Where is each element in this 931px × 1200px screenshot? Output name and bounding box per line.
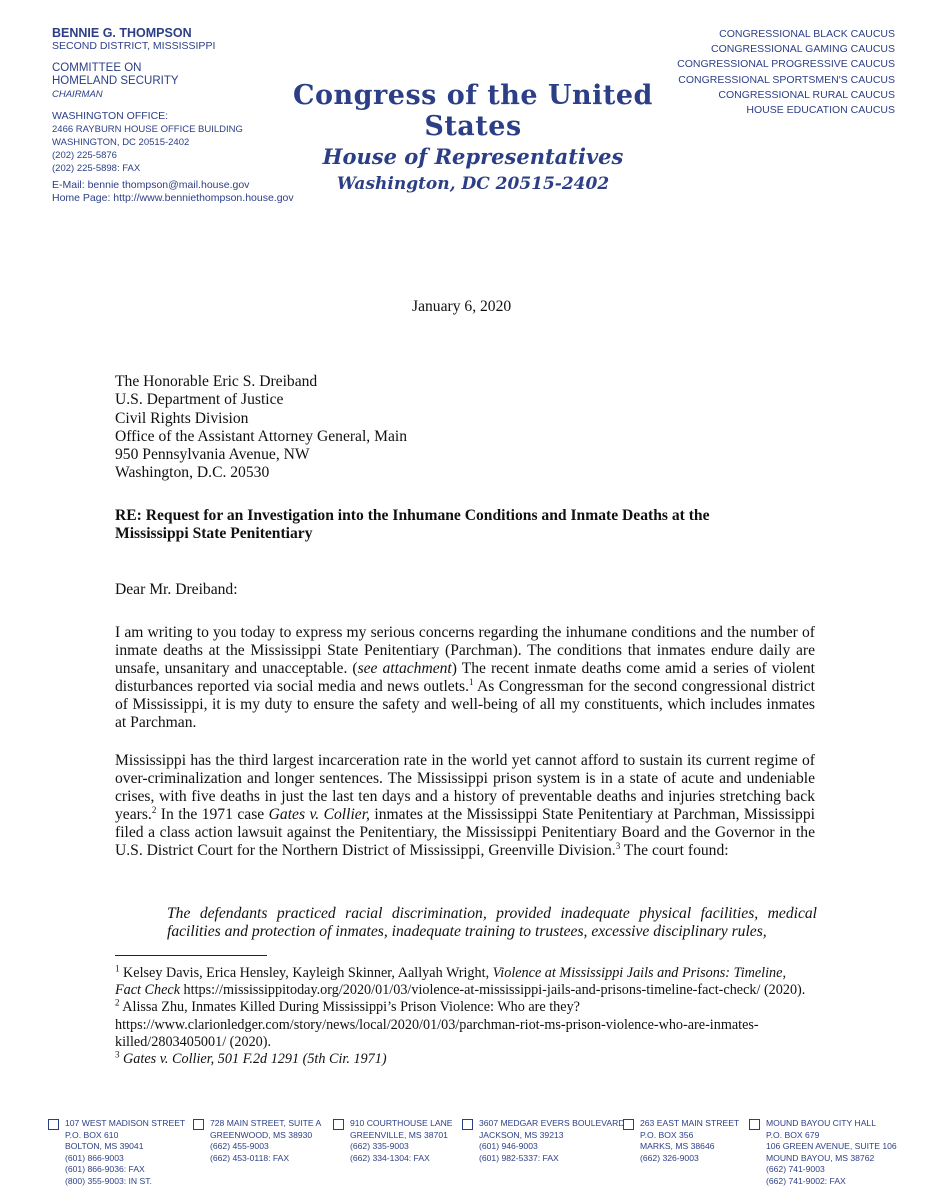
office-line: P.O. BOX 356 [640, 1129, 694, 1140]
office-line: (662) 335-9003 [350, 1141, 409, 1152]
caucus-item: CONGRESSIONAL SPORTSMEN'S CAUCUS [678, 73, 895, 86]
footnote-number: 3 [115, 1049, 120, 1060]
office-line: GREENWOOD, MS 38930 [210, 1129, 313, 1140]
office-line: (662) 334-1304: FAX [350, 1152, 430, 1163]
office-line: 728 MAIN STREET, SUITE A [210, 1118, 322, 1128]
office-address-line2: WASHINGTON, DC 20515-2402 [52, 137, 190, 148]
checkbox-icon [48, 1119, 59, 1130]
office-phone: (202) 225-5876 [52, 150, 117, 161]
committee-line2: HOMELAND SECURITY [52, 75, 179, 87]
footnote-1 [115, 965, 815, 999]
office-homepage: Home Page: http://www.benniethompson.house.gov [52, 192, 294, 204]
office-mound-bayou [749, 1118, 897, 1188]
p2-text-d: The court found: [620, 842, 729, 859]
member-name: BENNIE G. THOMPSON [52, 26, 192, 40]
footnote-text: Alissa Zhu, Inmates Killed During Mississippi’s Prison Violence: Who are they? https://www.clarionledger.com/story/news/local/2020/01/03/parchman-riot-ms-prison-violence-who-are-inmates-killed/2803405001/ (2020). [115, 999, 759, 1050]
office-jackson [462, 1118, 625, 1164]
checkbox-icon [623, 1119, 634, 1130]
paragraph-2 [115, 752, 815, 860]
footnote-number: 1 [115, 963, 120, 974]
office-title: WASHINGTON OFFICE: [52, 110, 169, 122]
office-line: (662) 453-0118: FAX [210, 1152, 290, 1163]
subject-line-2: Mississippi State Penitentiary [115, 525, 313, 542]
letterhead-left [52, 27, 294, 205]
caucus-item: CONGRESSIONAL PROGRESSIVE CAUCUS [677, 58, 895, 71]
caucus-item: CONGRESSIONAL RURAL CAUCUS [718, 88, 895, 101]
office-line: (601) 946-9003 [479, 1141, 538, 1152]
office-line: 106 GREEN AVENUE, SUITE 106 [766, 1141, 897, 1152]
caucus-item: CONGRESSIONAL BLACK CAUCUS [719, 28, 895, 40]
office-marks [623, 1118, 739, 1164]
p2-text-c: inmates at the Mississippi State Penitentiary at Parchman, Mississippi filed a class action lawsuit against the Penitentiary, the Mississippi Penitentiary Board and the Governor in the U.S. District Court for the Northern District of Mississippi, Greenville Division. [115, 806, 815, 859]
p2-italic: Gates v. Collier, [268, 806, 370, 823]
subject-line [115, 507, 815, 543]
office-line: (662) 326-9003 [640, 1152, 699, 1163]
office-line: (662) 741-9003 [766, 1164, 825, 1175]
p2-text-b: In the 1971 case [156, 806, 269, 823]
office-line: (662) 741-9002: FAX [766, 1175, 846, 1186]
office-line: P.O. BOX 610 [65, 1129, 119, 1140]
salutation: Dear Mr. Dreiband: [115, 581, 238, 598]
checkbox-icon [193, 1119, 204, 1130]
address-line: Office of the Assistant Attorney General, Main [115, 427, 408, 445]
committee-role: CHAIRMAN [52, 89, 103, 100]
office-line: 3607 MEDGAR EVERS BOULEVARD [479, 1118, 625, 1128]
checkbox-icon [462, 1119, 473, 1130]
office-line: (601) 982-5337: FAX [479, 1152, 559, 1163]
checkbox-icon [749, 1119, 760, 1130]
footnote-citation: Gates v. Collier, 501 F.2d 1291 (5th Cir. 1971) [123, 1051, 387, 1068]
footnote-3 [115, 1051, 815, 1068]
letterhead-title [288, 80, 658, 194]
office-email: E-Mail: bennie thompson@mail.house.gov [52, 179, 250, 191]
paragraph-1 [115, 624, 815, 732]
office-line: BOLTON, MS 39041 [65, 1141, 144, 1152]
office-bolton [48, 1118, 185, 1188]
footnote-2 [115, 999, 815, 1051]
recipient-address [115, 373, 407, 483]
subject-line-1: RE: Request for an Investigation into the Inhumane Conditions and Inmate Deaths at the [115, 507, 710, 524]
office-greenville [333, 1118, 453, 1164]
footnote-url: https://mississippitoday.org/2020/01/03/violence-at-mississippi-jails-and-prisons-timeline-fact-check/ (2020). [180, 982, 806, 999]
p1-italic: see attachment [357, 660, 452, 677]
checkbox-icon [333, 1119, 344, 1130]
block-quote: The defendants practiced racial discrimination, provided inadequate physical facilities, medical facilities and protection of inmates, inadequate training to trustees, excessive disciplinary rules, [167, 905, 817, 940]
office-line: 263 EAST MAIN STREET [640, 1118, 740, 1128]
office-line: 910 COURTHOUSE LANE [350, 1118, 453, 1128]
office-line: MOUND BAYOU CITY HALL [766, 1118, 876, 1128]
p1-text-c: As Congressman for the second congressional district of Mississippi, it is my duty to ensure the safety and well-being of all my constituents, which includes inmates at Parchman. [115, 678, 815, 731]
address-line: The Honorable Eric S. Dreiband [115, 373, 318, 390]
footnote-title: Violence at Mississippi Jails and Prisons: Timeline, Fact Check [115, 965, 786, 999]
footnote-ref: 3 [615, 840, 621, 851]
footnote-ref: 2 [151, 804, 157, 815]
office-line: (601) 866-9003 [65, 1152, 124, 1163]
committee-line1: COMMITTEE ON [52, 62, 142, 74]
house-title: House of Representatives [322, 144, 624, 169]
office-line: (662) 455-9003 [210, 1141, 269, 1152]
footnote-ref: 1 [469, 676, 474, 687]
footnote-text: Kelsey Davis, Erica Hensley, Kayleigh Skinner, Aallyah Wright, [119, 965, 493, 981]
office-line: P.O. BOX 679 [766, 1129, 820, 1140]
footnote-number: 2 [115, 997, 120, 1008]
office-address-line1: 2466 RAYBURN HOUSE OFFICE BUILDING [52, 124, 243, 135]
caucus-item: HOUSE EDUCATION CAUCUS [746, 104, 895, 117]
office-greenwood [193, 1118, 321, 1164]
washington-address: Washington, DC 20515-2402 [336, 174, 610, 194]
congress-title: Congress of the United States [293, 80, 653, 142]
office-line: MOUND BAYOU, MS 38762 [766, 1152, 875, 1163]
office-line: JACKSON, MS 39213 [479, 1129, 564, 1140]
caucus-list [677, 27, 895, 118]
office-fax: (202) 225-5898: FAX [52, 163, 141, 174]
p1-text-b: ) The recent inmate deaths come amid a series of violent disturbances reported via social media and news outlets. [115, 660, 816, 695]
office-line: 107 WEST MADISON STREET [65, 1118, 186, 1128]
address-line: Civil Rights Division [115, 409, 249, 427]
address-line: Washington, D.C. 20530 [115, 464, 270, 482]
address-line: U.S. Department of Justice [115, 391, 284, 409]
letter-date: January 6, 2020 [412, 298, 512, 315]
office-line: MARKS, MS 38646 [640, 1141, 715, 1152]
footnote-divider [115, 955, 267, 956]
member-district: SECOND DISTRICT, MISSISSIPPI [52, 40, 216, 52]
caucus-item: CONGRESSIONAL GAMING CAUCUS [711, 43, 895, 56]
office-line: (601) 866-9036: FAX [65, 1164, 145, 1175]
office-line: (800) 355-9003: IN ST. [65, 1175, 152, 1186]
p2-text-a: Mississippi has the third largest incarceration rate in the world yet cannot afford to sustain its current regime of over-criminalization and longer sentences. The Mississippi prison system is in a state of acute and undeniable crises, with five deaths in just the last ten days and a history of preventable deaths and injuries stretching back years. [115, 752, 815, 823]
p1-text-a: I am writing to you today to express my serious concerns regarding the inhumane conditions and the number of inmate deaths at the Mississippi State Penitentiary (Parchman). The conditions that inmates endure daily are unsafe, unsanitary and unacceptable. ( [115, 624, 815, 677]
address-line: 950 Pennsylvania Avenue, NW [115, 446, 310, 464]
office-line: GREENVILLE, MS 38701 [350, 1129, 448, 1140]
footnotes [115, 965, 815, 1068]
